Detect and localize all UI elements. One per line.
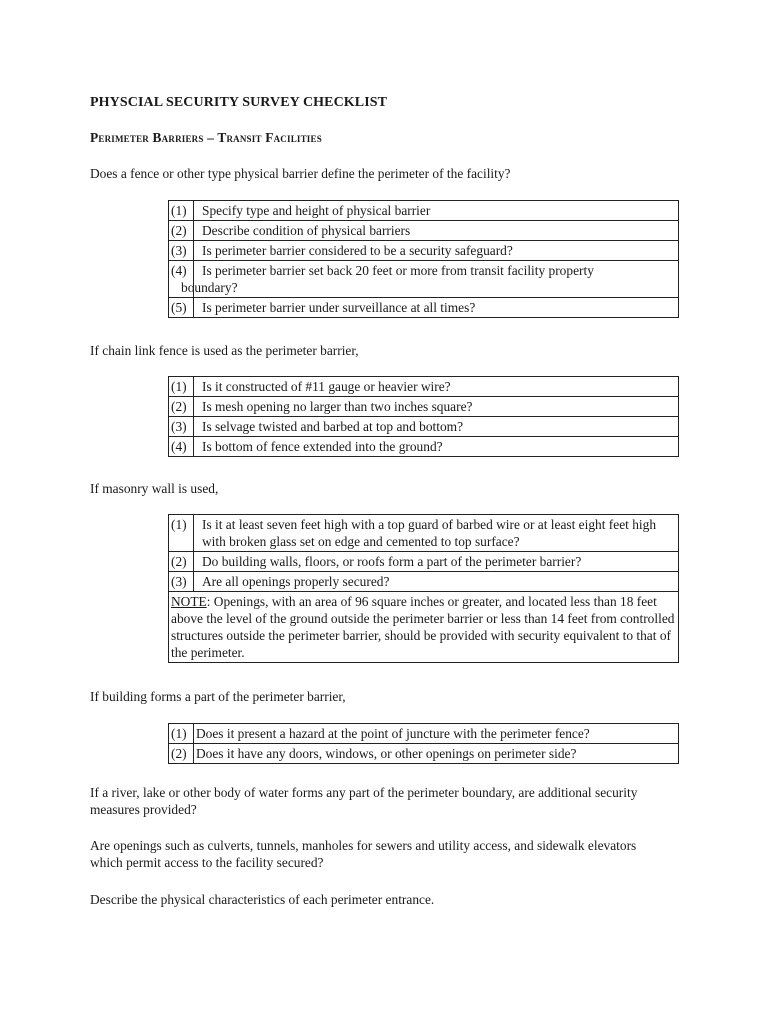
item-text: Does it have any doors, windows, or other openings on perimeter side? bbox=[194, 744, 679, 764]
item-number: (2) bbox=[169, 744, 194, 764]
item-text-line2: boundary? bbox=[181, 280, 238, 295]
item-text: Is it at least seven feet high with a top guard of barbed wire or at least eight feet high with broken glass set on edge and cemented to top surface? bbox=[194, 515, 679, 552]
item-text: Is mesh opening no larger than two inches square? bbox=[194, 397, 679, 417]
note-label: NOTE bbox=[171, 594, 207, 609]
table-row bbox=[169, 572, 679, 592]
table-row bbox=[169, 298, 679, 318]
item-text: Is perimeter barrier under surveillance at all times? bbox=[194, 298, 679, 318]
item-number: (5) bbox=[169, 298, 194, 318]
question-entrance: Describe the physical characteristics of each perimeter entrance. bbox=[90, 892, 435, 907]
table-row bbox=[169, 261, 679, 298]
note-cell bbox=[169, 592, 679, 663]
section-heading: Perimeter Barriers – Transit Facilities bbox=[90, 130, 322, 145]
item-number: (1) bbox=[169, 201, 194, 221]
question-masonry: If masonry wall is used, bbox=[90, 481, 219, 496]
item-number: (4) bbox=[169, 261, 194, 298]
question-openings: Are openings such as culverts, tunnels, manholes for sewers and utility access, and sidewalk elevators which permit access to the facility secured? bbox=[90, 838, 637, 870]
table-row bbox=[169, 397, 679, 417]
item-number: (1) bbox=[169, 515, 194, 552]
item-text: Is it constructed of #11 gauge or heavier wire? bbox=[194, 377, 679, 397]
table-row bbox=[169, 724, 679, 744]
table-row bbox=[169, 377, 679, 397]
item-number: (2) bbox=[169, 221, 194, 241]
barrier-checklist-table bbox=[168, 200, 679, 318]
table-row bbox=[169, 437, 679, 457]
item-text: Describe condition of physical barriers bbox=[194, 221, 679, 241]
item-text: Is perimeter barrier considered to be a security safeguard? bbox=[194, 241, 679, 261]
table-row bbox=[169, 744, 679, 764]
question-building: If building forms a part of the perimeter barrier, bbox=[90, 689, 346, 704]
item-number: (3) bbox=[169, 241, 194, 261]
item-number: (3) bbox=[169, 417, 194, 437]
item-text: Do building walls, floors, or roofs form a part of the perimeter barrier? bbox=[194, 552, 679, 572]
page-title: PHYSCIAL SECURITY SURVEY CHECKLIST bbox=[90, 95, 388, 110]
item-text: Specify type and height of physical barrier bbox=[194, 201, 679, 221]
item-text-line1: Is perimeter barrier set back 20 feet or more from transit facility property bbox=[202, 263, 594, 278]
item-number: (1) bbox=[169, 377, 194, 397]
table-row bbox=[169, 552, 679, 572]
item-number: (2) bbox=[169, 552, 194, 572]
table-row bbox=[169, 201, 679, 221]
note-text: : Openings, with an area of 96 square inches or greater, and located less than 18 feet above the level of the ground outside the perimeter barrier or less than 14 feet from controlled structures outside the perimeter barrier, should be provided with security equivalent to that of the perimeter. bbox=[171, 594, 675, 660]
item-number: (2) bbox=[169, 397, 194, 417]
item-number: (4) bbox=[169, 437, 194, 457]
question-fence: Does a fence or other type physical barrier define the perimeter of the facility? bbox=[90, 166, 511, 181]
table-row bbox=[169, 241, 679, 261]
question-water-body: If a river, lake or other body of water forms any part of the perimeter boundary, are additional security measures provided? bbox=[90, 785, 638, 817]
table-row bbox=[169, 515, 679, 552]
item-text: Does it present a hazard at the point of juncture with the perimeter fence? bbox=[194, 724, 679, 744]
building-checklist-table bbox=[168, 723, 679, 764]
chain-link-checklist-table bbox=[168, 376, 679, 457]
item-text: Is bottom of fence extended into the ground? bbox=[194, 437, 679, 457]
table-row bbox=[169, 592, 679, 663]
item-text: Are all openings properly secured? bbox=[194, 572, 679, 592]
question-chain-link: If chain link fence is used as the perimeter barrier, bbox=[90, 343, 359, 358]
masonry-checklist-table bbox=[168, 514, 679, 663]
table-row bbox=[169, 417, 679, 437]
item-number: (1) bbox=[169, 724, 194, 744]
item-text: Is selvage twisted and barbed at top and bottom? bbox=[194, 417, 679, 437]
table-row bbox=[169, 221, 679, 241]
item-text bbox=[181, 261, 679, 298]
item-number: (3) bbox=[169, 572, 194, 592]
